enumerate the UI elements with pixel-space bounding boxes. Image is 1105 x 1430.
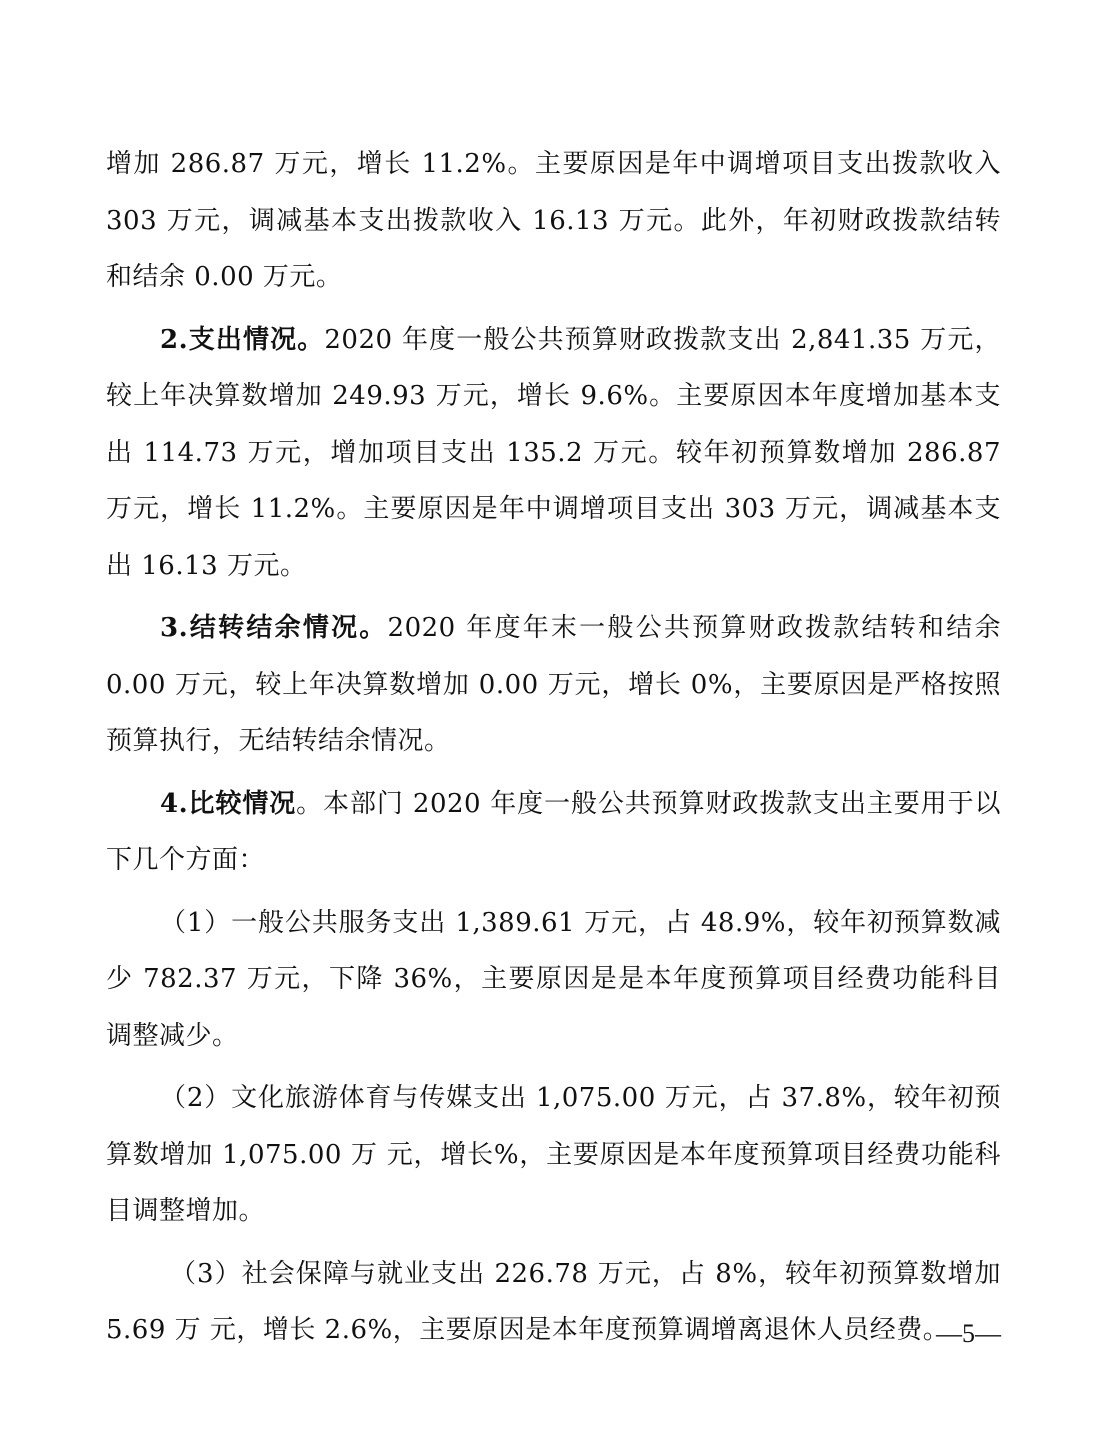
- paragraph-text: （2）文化旅游体育与传媒支出 1,075.00 万元，占 37.8%，较年初预算数增加 1,075.00 万 元，增长%，主要原因是本年度预算项目经费功能科目调整增加。: [106, 1083, 1001, 1226]
- paragraph-text: 。本部门 2020 年度一般公共预算财政拨款支出主要用于以下几个方面：: [106, 788, 1001, 875]
- paragraph-comparison: [106, 776, 1001, 889]
- paragraph-item-3: [106, 1246, 1001, 1359]
- paragraph-item-2: [106, 1070, 1001, 1240]
- paragraph-text: （1）一般公共服务支出 1,389.61 万元，占 48.9%，较年初预算数减少 782.37 万元，下降 36%，主要原因是是本年度预算项目经费功能科目调整减少。: [106, 907, 1001, 1051]
- section-heading-carryover: 3.结转结余情况。: [160, 613, 388, 643]
- page-number: —5—: [936, 1319, 1001, 1348]
- paragraph-text: 2020 年度一般公共预算财政拨款支出 2,841.35 万元，较上年决算数增加 249.93 万元，增长 9.6%。主要原因本年度增加基本支出 114.73 万元，增加项目支出 135.2 万元。较年初预算数增加 286.87 万元，增长 11.2%。主要原因是年中调增项目支出 303 万元，调减基本支出 16.13 万元。: [106, 324, 1001, 581]
- document-body: [106, 136, 1001, 1365]
- paragraph-item-1: [106, 895, 1001, 1065]
- paragraph-text: （3）社会保障与就业支出 226.78 万元，占 8%，较年初预算数增加 5.69 万 元，增长 2.6%，主要原因是本年度预算调增离退休人员经费。: [106, 1258, 1001, 1345]
- paragraph-text: 增加 286.87 万元，增长 11.2%。主要原因是年中调增项目支出拨款收入 303 万元，调减基本支出拨款收入 16.13 万元。此外，年初财政拨款结转和结余 0.00 万元。: [106, 149, 1001, 292]
- paragraph-expenditure: [106, 312, 1001, 595]
- paragraph-text: 2020 年度年末一般公共预算财政拨款结转和结余 0.00 万元，较上年决算数增加 0.00 万元，增长 0%，主要原因是严格按照预算执行，无结转结余情况。: [106, 613, 1001, 756]
- section-heading-expenditure: 2.支出情况。: [160, 324, 325, 355]
- paragraph-carryover: [106, 600, 1001, 770]
- paragraph-revenue-continued: [106, 136, 1001, 306]
- section-heading-comparison: 4.比较情况: [160, 788, 297, 819]
